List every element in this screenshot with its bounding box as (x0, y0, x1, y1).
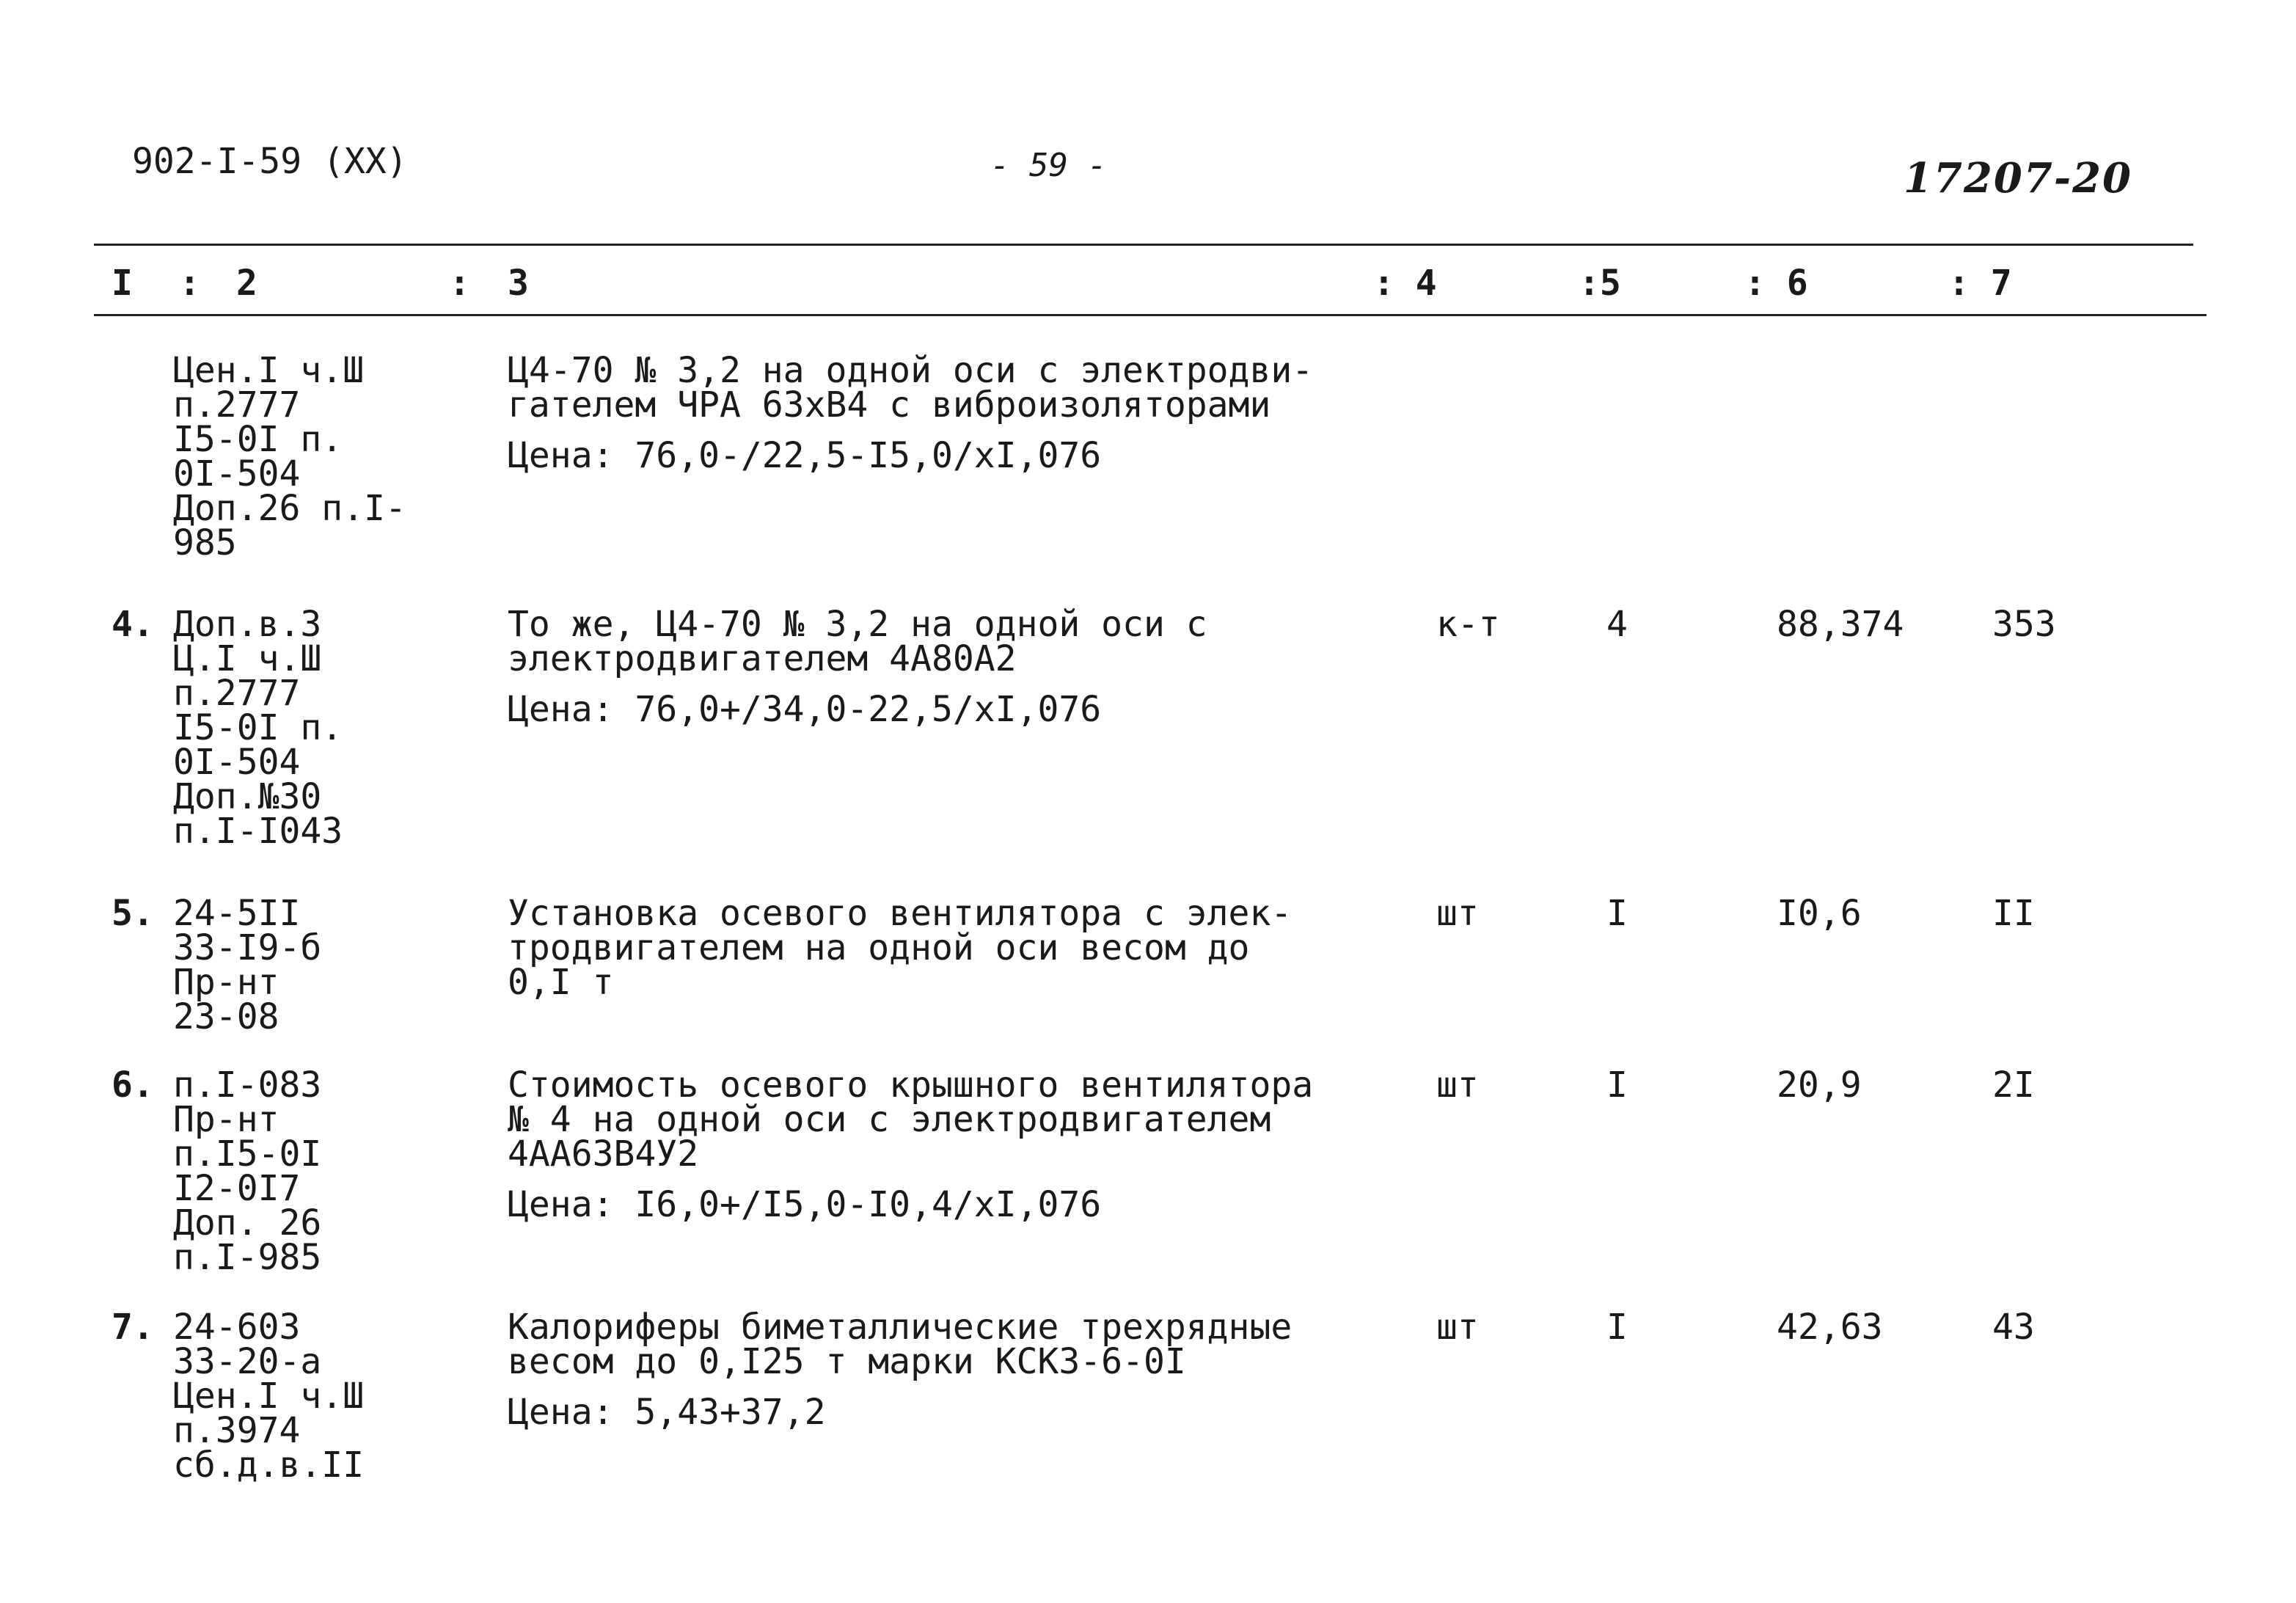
unit-price-cell: 20,9 (1777, 1065, 1862, 1106)
reference-cell: Цен.I ч.Ш п.2777 I5-0I п. 0I-504 Доп.26 п.I- 985 (173, 350, 406, 563)
unit-price-cell: 42,63 (1777, 1307, 1883, 1348)
total-cell: 353 (1992, 604, 2056, 645)
header-rule (94, 314, 2207, 316)
page-number: - 59 - (990, 147, 1107, 184)
description-cell: Калориферы биметаллические трехрядные весом до 0,I25 т марки КСК3-6-0I Цена: 5,43+37,2 (508, 1307, 1293, 1433)
col-header-3: 3 (508, 263, 529, 304)
total-cell: II (1992, 893, 2035, 934)
row-number: 6. (111, 1065, 154, 1106)
document-code: 902-I-59 (XX) (132, 141, 408, 182)
handwritten-number: 17207-20 (1904, 154, 2132, 202)
quantity-cell: 4 (1606, 604, 1628, 645)
description-cell: Стоимость осевого крышного вентилятора № 4 на одной оси с электродвигателем 4АА63В4У2 Цена: I6,0+/I5,0-I0,4/хI,076 (508, 1065, 1314, 1225)
col-header-4: : 4 (1373, 263, 1437, 304)
reference-cell: 24-603 33-20-а Цен.I ч.Ш п.3974 сб.д.в.II (173, 1307, 365, 1486)
unit-cell: шт (1436, 1307, 1479, 1348)
price-formula: Цена: I6,0+/I5,0-I0,4/хI,076 (508, 1184, 1102, 1225)
reference-cell: 24-5II 33-I9-б Пр-нт 23-08 (173, 893, 322, 1037)
col-header-6: : 6 (1744, 263, 1808, 304)
price-formula: Цена: 5,43+37,2 (508, 1392, 826, 1433)
quantity-cell: I (1606, 1307, 1628, 1348)
quantity-cell: I (1606, 893, 1628, 934)
unit-price-cell: I0,6 (1777, 893, 1862, 934)
price-formula: Цена: 76,0-/22,5-I5,0/хI,076 (508, 435, 1102, 476)
col-sep-2: : (449, 263, 470, 304)
top-rule (94, 244, 2193, 246)
row-number: 7. (111, 1307, 154, 1348)
unit-cell: к-т (1436, 604, 1500, 645)
col-header-1: I (111, 263, 133, 304)
col-header-7: : 7 (1948, 263, 2012, 304)
total-cell: 2I (1992, 1065, 2035, 1106)
col-header-5: :5 (1579, 263, 1621, 304)
unit-price-cell: 88,374 (1777, 604, 1904, 645)
row-number: 5. (111, 893, 154, 934)
reference-cell: п.I-083 Пр-нт п.I5-0I I2-0I7 Доп. 26 п.I-985 (173, 1065, 322, 1278)
reference-cell: Доп.в.3 Ц.I ч.Ш п.2777 I5-0I п. 0I-504 Доп.№30 п.I-I043 (173, 604, 343, 852)
price-formula: Цена: 76,0+/34,0-22,5/хI,076 (508, 689, 1102, 730)
unit-cell: шт (1436, 1065, 1479, 1106)
unit-cell: шт (1436, 893, 1479, 934)
total-cell: 43 (1992, 1307, 2035, 1348)
row-number: 4. (111, 604, 154, 645)
quantity-cell: I (1606, 1065, 1628, 1106)
description-cell: То же, Ц4-70 № 3,2 на одной оси с электродвигателем 4А80А2 Цена: 76,0+/34,0-22,5/хI,076 (508, 604, 1207, 730)
description-cell: Ц4-70 № 3,2 на одной оси с электродви- гателем ЧРА 63хВ4 с виброизоляторами Цена: 76,0-/22,5-I5,0/хI,076 (508, 350, 1314, 476)
col-header-2: 2 (236, 263, 257, 304)
description-cell: Установка осевого вентилятора с элек- тродвигателем на одной оси весом до 0,I т (508, 893, 1293, 1003)
col-sep-1: : (179, 263, 200, 304)
